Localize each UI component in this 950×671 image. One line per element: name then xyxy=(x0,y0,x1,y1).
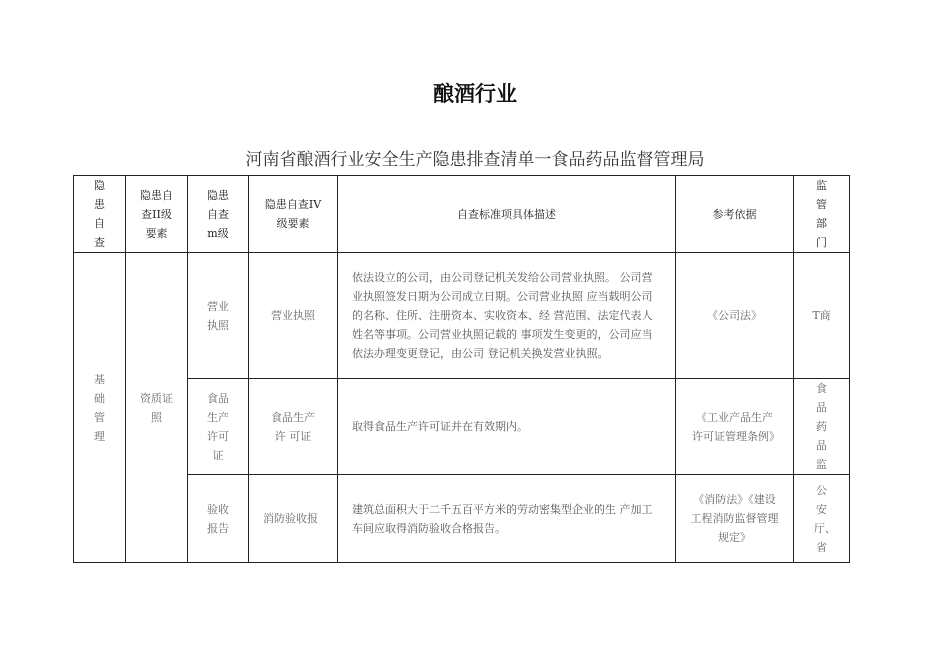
basis-cell: 《公司法》 xyxy=(676,253,794,379)
level2-cell: 资质证照 xyxy=(126,253,188,563)
description-cell: 建筑总面积大于二千五百平方米的劳动密集型企业的生 产加工车间应取得消防验收合格报告。 xyxy=(338,475,676,563)
header-description: 自查标准项具体描述 xyxy=(338,176,676,253)
document-title: 酿酒行业 xyxy=(433,82,517,106)
table-row xyxy=(74,379,850,475)
basis-cell: 《工业产品生产许可证管理条例》 xyxy=(676,379,794,475)
header-level4-element: 隐患自查IV级要素 xyxy=(249,176,338,253)
level1-cell: 基础管理 xyxy=(74,253,126,563)
description-cell: 取得食品生产许可证并在有效期内。 xyxy=(338,379,676,475)
header-basis: 参考依据 xyxy=(676,176,794,253)
level3-cell: 营业执照 xyxy=(188,253,249,379)
level4-cell: 营业执照 xyxy=(249,253,338,379)
basis-cell: 《消防法》《建设工程消防监督管理规定》 xyxy=(676,475,794,563)
header-level3: 隐患自查m级 xyxy=(188,176,249,253)
department-cell: 公安厅、省 xyxy=(794,475,850,563)
level4-cell: 食品生产许 可证 xyxy=(249,379,338,475)
table-row xyxy=(74,475,850,563)
inspection-table xyxy=(73,175,850,563)
header-department: 监管部门 xyxy=(794,176,850,253)
header-level2-element: 隐患自查II级要素 xyxy=(126,176,188,253)
level4-cell: 消防验收报 xyxy=(249,475,338,563)
description-cell: 依法设立的公司，由公司登记机关发给公司营业执照。 公司营业执照签发日期为公司成立日期。公司营业执照 应当载明公司的名称、住所、注册资本、实收资本、经 营范围、法定代表人姓名等事项。公司营业执照记载的 事项发生变更的，公司应当依法办理变更登记，由公司 登记机关换发营业执照。 xyxy=(338,253,676,379)
level3-cell: 食品生产许可证 xyxy=(188,379,249,475)
department-cell: 食品药品监 xyxy=(794,379,850,475)
table-row xyxy=(74,253,850,379)
header-hazard-check: 隐患自查 xyxy=(74,176,126,253)
document-subtitle: 河南省酿酒行业安全生产隐患排查清单一食品药品监督管理局 xyxy=(245,150,705,170)
table-header-row xyxy=(74,176,850,253)
department-cell: T商 xyxy=(794,253,850,379)
level3-cell: 验收报告 xyxy=(188,475,249,563)
